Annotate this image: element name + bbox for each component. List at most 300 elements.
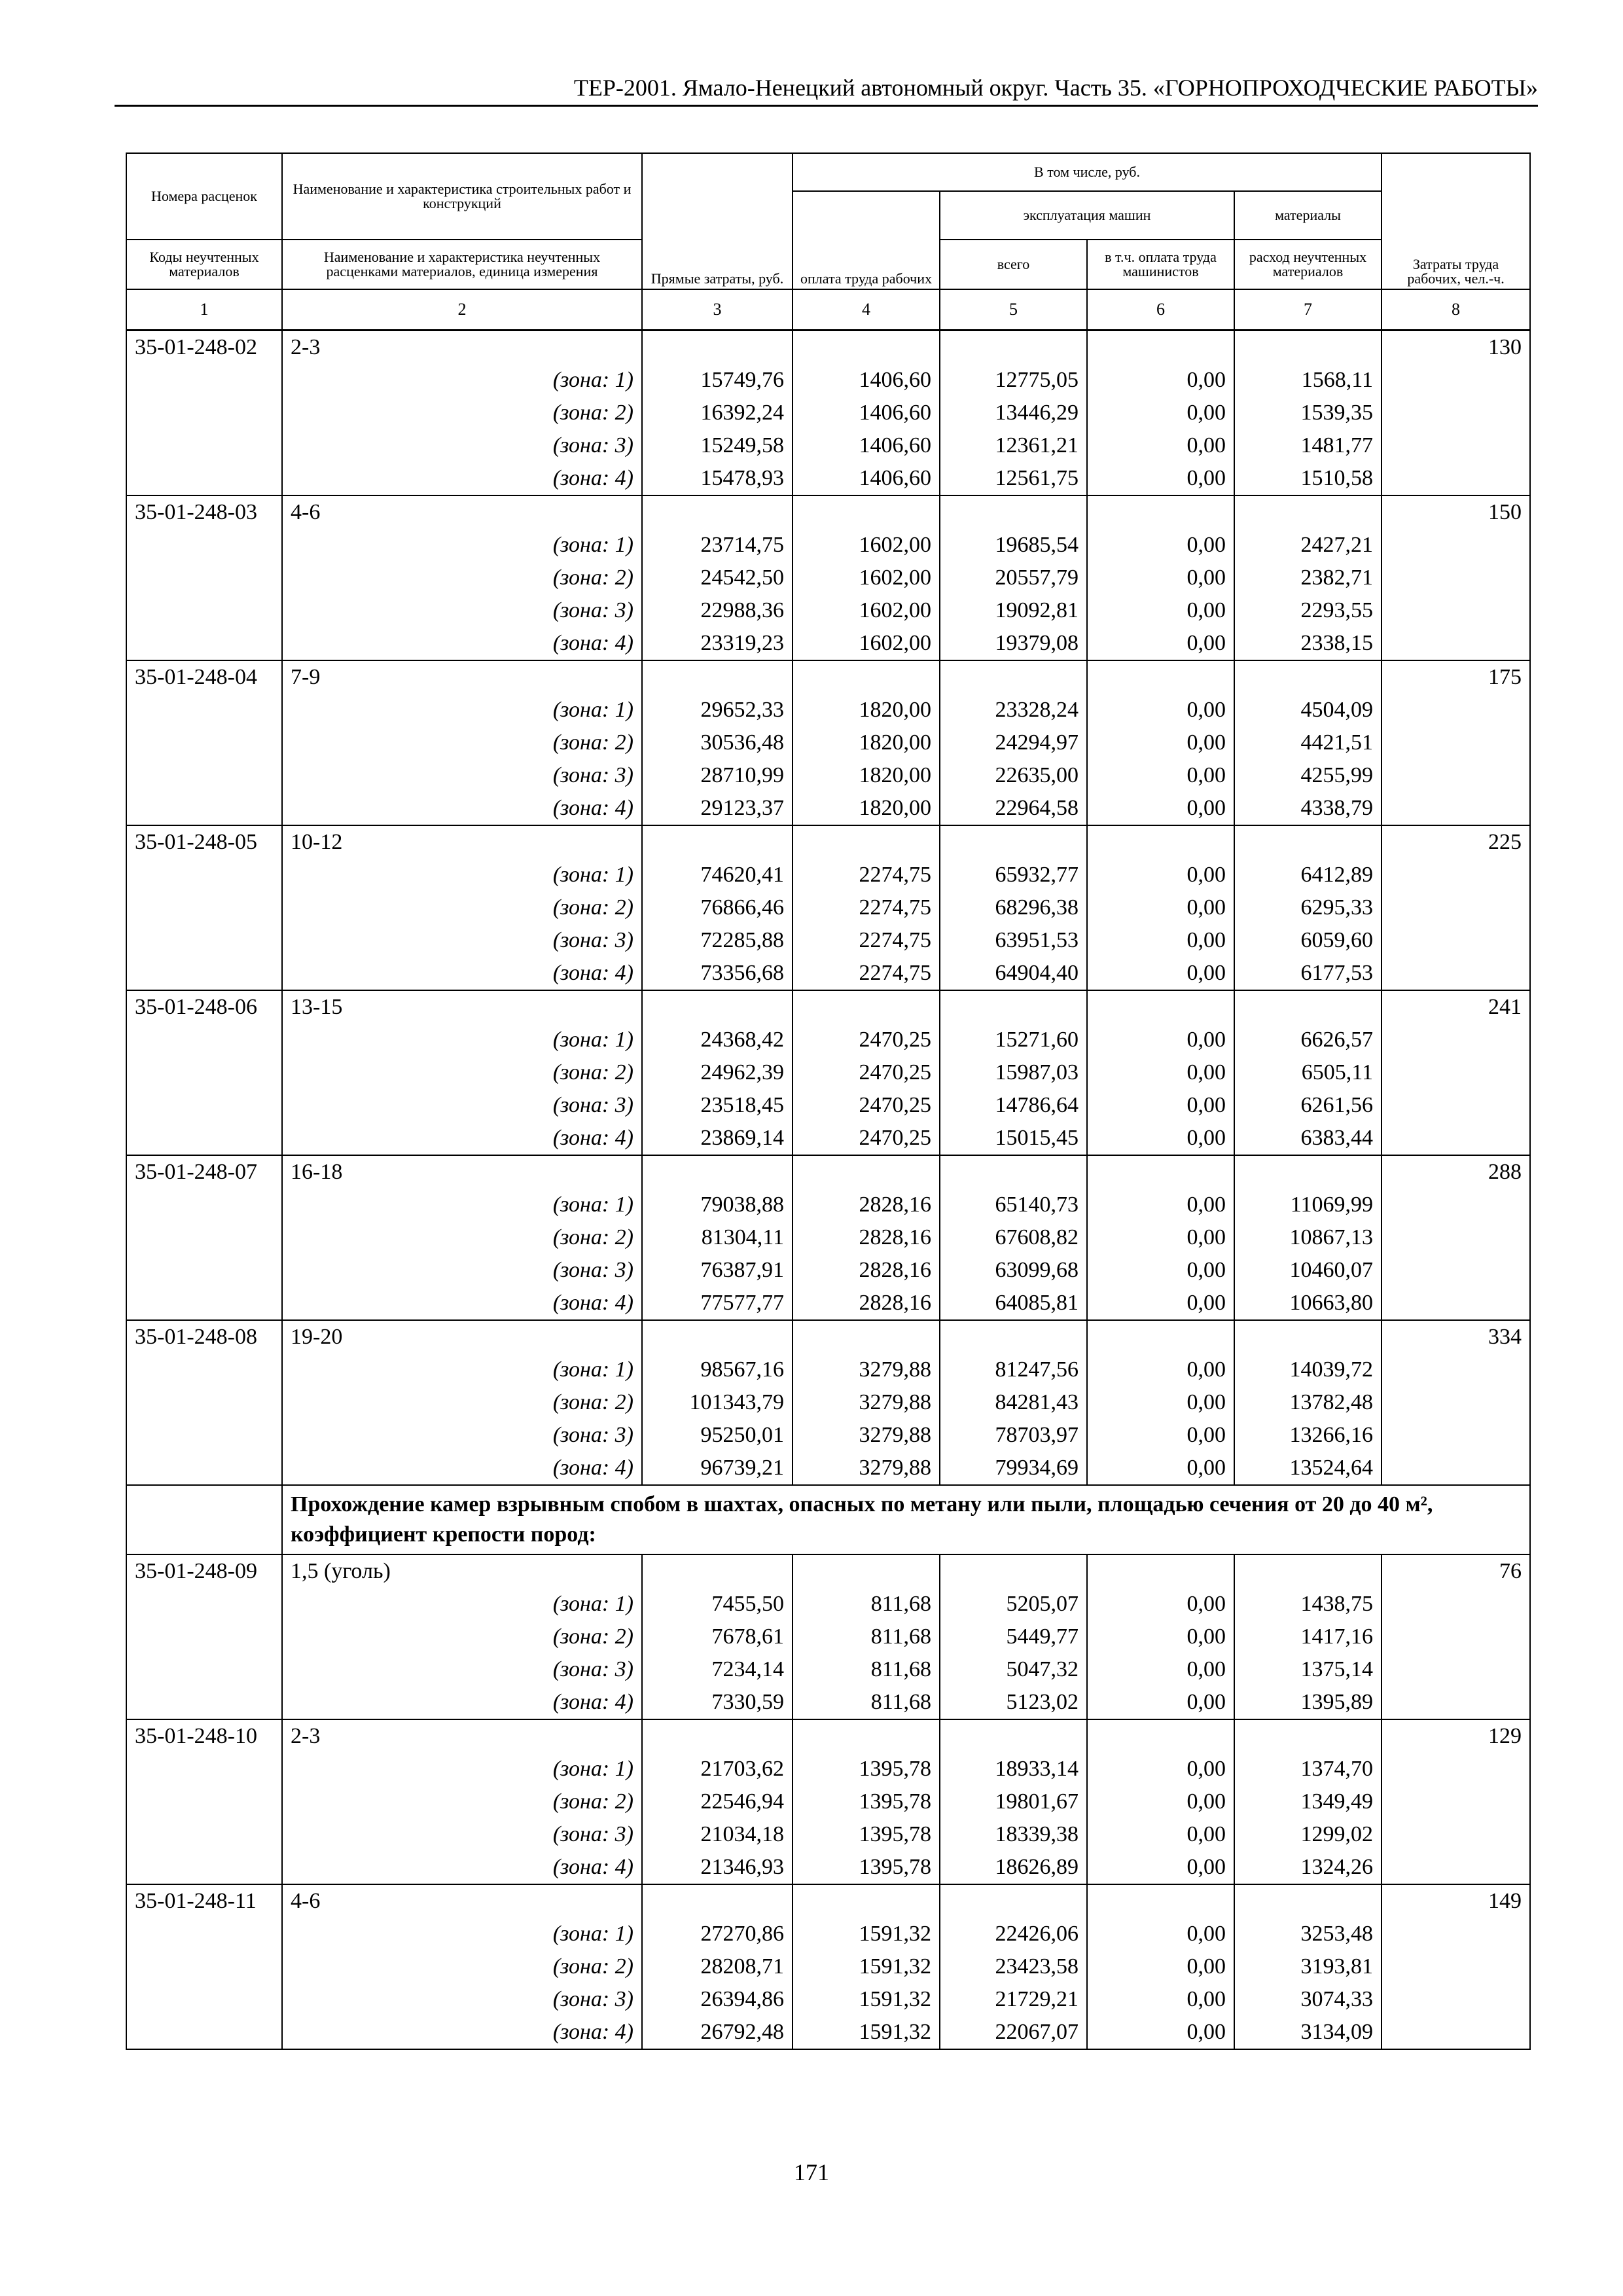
empty-cell xyxy=(1382,1419,1530,1452)
empty-cell xyxy=(1382,1122,1530,1155)
machinist-pay: 0,00 xyxy=(1087,1818,1234,1851)
empty-cell xyxy=(126,1254,282,1287)
empty-cell xyxy=(126,1785,282,1818)
empty-cell xyxy=(940,1719,1087,1753)
machine-total: 12775,05 xyxy=(940,364,1087,397)
materials-cost: 6626,57 xyxy=(1234,1024,1382,1056)
rate-name: 7-9 xyxy=(282,660,642,694)
empty-cell xyxy=(1382,1588,1530,1621)
zone-row xyxy=(126,1918,1530,1950)
empty-cell xyxy=(793,331,940,365)
materials-cost: 2293,55 xyxy=(1234,594,1382,627)
zone-label: (зона: 3) xyxy=(282,594,642,627)
col-number: 3 xyxy=(642,289,793,331)
machinist-pay: 0,00 xyxy=(1087,1918,1234,1950)
empty-cell xyxy=(126,429,282,462)
worker-pay: 3279,88 xyxy=(793,1354,940,1386)
zone-label: (зона: 3) xyxy=(282,1818,642,1851)
col-header-naim2: Наименование и характеристика неучтенных расценками материалов, единица измерения xyxy=(282,240,642,289)
labor-cost: 334 xyxy=(1382,1320,1530,1354)
empty-cell xyxy=(126,1024,282,1056)
materials-cost: 3134,09 xyxy=(1234,2016,1382,2049)
machinist-pay: 0,00 xyxy=(1087,1950,1234,1983)
rate-group-row xyxy=(126,990,1530,1024)
worker-pay: 1602,00 xyxy=(793,594,940,627)
rate-group-row xyxy=(126,1554,1530,1588)
zone-label: (зона: 2) xyxy=(282,1386,642,1419)
worker-pay: 1820,00 xyxy=(793,726,940,759)
zone-row xyxy=(126,957,1530,990)
rate-name: 4-6 xyxy=(282,1884,642,1918)
machine-total: 19379,08 xyxy=(940,627,1087,660)
empty-cell xyxy=(642,660,793,694)
rate-name: 10-12 xyxy=(282,825,642,859)
empty-cell xyxy=(1087,1554,1234,1588)
empty-cell xyxy=(793,825,940,859)
empty-cell xyxy=(1087,1155,1234,1189)
zone-label: (зона: 2) xyxy=(282,726,642,759)
materials-cost: 14039,72 xyxy=(1234,1354,1382,1386)
rate-group-row xyxy=(126,660,1530,694)
col-number: 1 xyxy=(126,289,282,331)
zone-row xyxy=(126,1686,1530,1719)
rate-name: 13-15 xyxy=(282,990,642,1024)
materials-cost: 4338,79 xyxy=(1234,792,1382,825)
zone-row xyxy=(126,462,1530,495)
empty-cell xyxy=(1234,331,1382,365)
direct-cost: 26394,86 xyxy=(642,1983,793,2016)
empty-cell xyxy=(1234,990,1382,1024)
machinist-pay: 0,00 xyxy=(1087,1024,1234,1056)
direct-cost: 30536,48 xyxy=(642,726,793,759)
direct-cost: 77577,77 xyxy=(642,1287,793,1320)
zone-label: (зона: 1) xyxy=(282,1753,642,1785)
col-header-vtch: в т.ч. оплата труда машинистов xyxy=(1087,240,1234,289)
empty-cell xyxy=(940,660,1087,694)
worker-pay: 1602,00 xyxy=(793,562,940,594)
rate-code: 35-01-248-06 xyxy=(126,990,282,1024)
empty-cell xyxy=(126,1452,282,1485)
worker-pay: 3279,88 xyxy=(793,1452,940,1485)
empty-cell xyxy=(940,495,1087,529)
materials-cost: 6261,56 xyxy=(1234,1089,1382,1122)
rate-group-row xyxy=(126,1719,1530,1753)
empty-cell xyxy=(940,990,1087,1024)
worker-pay: 2828,16 xyxy=(793,1189,940,1221)
empty-cell xyxy=(126,562,282,594)
direct-cost: 23714,75 xyxy=(642,529,793,562)
labor-cost: 225 xyxy=(1382,825,1530,859)
zone-label: (зона: 1) xyxy=(282,1918,642,1950)
empty-cell xyxy=(126,1686,282,1719)
empty-cell xyxy=(126,594,282,627)
empty-cell xyxy=(1382,1354,1530,1386)
direct-cost: 76866,46 xyxy=(642,891,793,924)
rate-group-row xyxy=(126,495,1530,529)
zone-label: (зона: 4) xyxy=(282,1452,642,1485)
machine-total: 21729,21 xyxy=(940,1983,1087,2016)
zone-row xyxy=(126,759,1530,792)
direct-cost: 7455,50 xyxy=(642,1588,793,1621)
machine-total: 22067,07 xyxy=(940,2016,1087,2049)
empty-cell xyxy=(126,1621,282,1653)
empty-cell xyxy=(1234,1719,1382,1753)
empty-cell xyxy=(126,1950,282,1983)
empty-cell xyxy=(126,1287,282,1320)
materials-cost: 1481,77 xyxy=(1234,429,1382,462)
machine-total: 5123,02 xyxy=(940,1686,1087,1719)
zone-row xyxy=(126,2016,1530,2049)
machine-total: 18339,38 xyxy=(940,1818,1087,1851)
worker-pay: 1395,78 xyxy=(793,1785,940,1818)
rate-name: 1,5 (уголь) xyxy=(282,1554,642,1588)
machinist-pay: 0,00 xyxy=(1087,1122,1234,1155)
col-number: 2 xyxy=(282,289,642,331)
zone-label: (зона: 2) xyxy=(282,1056,642,1089)
empty-cell xyxy=(1382,1089,1530,1122)
empty-cell xyxy=(940,825,1087,859)
empty-cell xyxy=(126,1419,282,1452)
zone-label: (зона: 3) xyxy=(282,1653,642,1686)
rate-code: 35-01-248-05 xyxy=(126,825,282,859)
labor-cost: 175 xyxy=(1382,660,1530,694)
worker-pay: 1602,00 xyxy=(793,627,940,660)
empty-cell xyxy=(126,924,282,957)
empty-cell xyxy=(793,990,940,1024)
machinist-pay: 0,00 xyxy=(1087,364,1234,397)
empty-cell xyxy=(1382,529,1530,562)
empty-cell xyxy=(1087,495,1234,529)
empty-cell xyxy=(1382,859,1530,891)
worker-pay: 2828,16 xyxy=(793,1221,940,1254)
direct-cost: 21034,18 xyxy=(642,1818,793,1851)
direct-cost: 23319,23 xyxy=(642,627,793,660)
worker-pay: 1406,60 xyxy=(793,364,940,397)
zone-row xyxy=(126,694,1530,726)
zone-row xyxy=(126,397,1530,429)
zone-row xyxy=(126,726,1530,759)
empty-cell xyxy=(1382,1189,1530,1221)
empty-cell xyxy=(1234,1554,1382,1588)
machine-total: 12561,75 xyxy=(940,462,1087,495)
empty-cell xyxy=(1087,1719,1234,1753)
machine-total: 18626,89 xyxy=(940,1851,1087,1884)
materials-cost: 1510,58 xyxy=(1234,462,1382,495)
empty-cell xyxy=(642,825,793,859)
labor-cost: 130 xyxy=(1382,331,1530,365)
zone-row xyxy=(126,1983,1530,2016)
machinist-pay: 0,00 xyxy=(1087,429,1234,462)
direct-cost: 24368,42 xyxy=(642,1024,793,1056)
machine-total: 22635,00 xyxy=(940,759,1087,792)
worker-pay: 1591,32 xyxy=(793,1983,940,2016)
zone-row xyxy=(126,1287,1530,1320)
machine-total: 65932,77 xyxy=(940,859,1087,891)
materials-cost: 13524,64 xyxy=(1234,1452,1382,1485)
direct-cost: 23869,14 xyxy=(642,1122,793,1155)
rate-name: 16-18 xyxy=(282,1155,642,1189)
machine-total: 22964,58 xyxy=(940,792,1087,825)
zone-row xyxy=(126,1122,1530,1155)
empty-cell xyxy=(126,859,282,891)
empty-cell xyxy=(1382,364,1530,397)
empty-cell xyxy=(126,1588,282,1621)
empty-cell xyxy=(126,1056,282,1089)
rate-name: 4-6 xyxy=(282,495,642,529)
empty-cell xyxy=(793,1320,940,1354)
machine-total: 64085,81 xyxy=(940,1287,1087,1320)
empty-cell xyxy=(642,1320,793,1354)
empty-cell xyxy=(1382,1851,1530,1884)
col-header-vsego: всего xyxy=(940,240,1087,289)
empty-cell xyxy=(1087,825,1234,859)
machinist-pay: 0,00 xyxy=(1087,1254,1234,1287)
materials-cost: 1438,75 xyxy=(1234,1588,1382,1621)
empty-cell xyxy=(642,1719,793,1753)
direct-cost: 28208,71 xyxy=(642,1950,793,1983)
col-number: 7 xyxy=(1234,289,1382,331)
zone-row xyxy=(126,1254,1530,1287)
zone-row xyxy=(126,364,1530,397)
machinist-pay: 0,00 xyxy=(1087,462,1234,495)
materials-cost: 4255,99 xyxy=(1234,759,1382,792)
empty-cell xyxy=(940,1320,1087,1354)
empty-cell xyxy=(642,495,793,529)
worker-pay: 2274,75 xyxy=(793,891,940,924)
materials-cost: 6295,33 xyxy=(1234,891,1382,924)
rate-name: 2-3 xyxy=(282,331,642,365)
empty-cell xyxy=(126,759,282,792)
zone-label: (зона: 1) xyxy=(282,694,642,726)
direct-cost: 15478,93 xyxy=(642,462,793,495)
materials-cost: 1324,26 xyxy=(1234,1851,1382,1884)
machine-total: 19801,67 xyxy=(940,1785,1087,1818)
rate-group-row xyxy=(126,1155,1530,1189)
worker-pay: 2274,75 xyxy=(793,924,940,957)
machine-total: 24294,97 xyxy=(940,726,1087,759)
rates-table xyxy=(126,152,1531,2050)
zone-label: (зона: 3) xyxy=(282,429,642,462)
direct-cost: 15249,58 xyxy=(642,429,793,462)
machinist-pay: 0,00 xyxy=(1087,1753,1234,1785)
zone-label: (зона: 2) xyxy=(282,891,642,924)
machine-total: 15987,03 xyxy=(940,1056,1087,1089)
zone-row xyxy=(126,429,1530,462)
worker-pay: 3279,88 xyxy=(793,1386,940,1419)
machinist-pay: 0,00 xyxy=(1087,694,1234,726)
machine-total: 67608,82 xyxy=(940,1221,1087,1254)
col-header-materialy: материалы xyxy=(1234,191,1382,240)
empty-cell xyxy=(1234,660,1382,694)
zone-row xyxy=(126,1221,1530,1254)
direct-cost: 22546,94 xyxy=(642,1785,793,1818)
empty-cell xyxy=(1382,2016,1530,2049)
direct-cost: 26792,48 xyxy=(642,2016,793,2049)
direct-cost: 27270,86 xyxy=(642,1918,793,1950)
empty-cell xyxy=(1382,1818,1530,1851)
materials-cost: 13782,48 xyxy=(1234,1386,1382,1419)
materials-cost: 2338,15 xyxy=(1234,627,1382,660)
materials-cost: 1374,70 xyxy=(1234,1753,1382,1785)
col-header-oplata: оплата труда рабочих xyxy=(793,191,940,289)
machine-total: 15015,45 xyxy=(940,1122,1087,1155)
zone-label: (зона: 4) xyxy=(282,462,642,495)
machine-total: 20557,79 xyxy=(940,562,1087,594)
empty-cell xyxy=(642,1884,793,1918)
direct-cost: 101343,79 xyxy=(642,1386,793,1419)
zone-label: (зона: 1) xyxy=(282,529,642,562)
materials-cost: 6059,60 xyxy=(1234,924,1382,957)
zone-row xyxy=(126,594,1530,627)
rate-code: 35-01-248-04 xyxy=(126,660,282,694)
worker-pay: 2470,25 xyxy=(793,1089,940,1122)
empty-cell xyxy=(126,1653,282,1686)
empty-cell xyxy=(1382,1918,1530,1950)
direct-cost: 21346,93 xyxy=(642,1851,793,1884)
worker-pay: 1591,32 xyxy=(793,2016,940,2049)
empty-cell xyxy=(126,1818,282,1851)
col-number: 4 xyxy=(793,289,940,331)
machine-total: 5205,07 xyxy=(940,1588,1087,1621)
empty-cell xyxy=(126,2016,282,2049)
worker-pay: 811,68 xyxy=(793,1653,940,1686)
empty-cell xyxy=(126,627,282,660)
empty-cell xyxy=(1382,759,1530,792)
materials-cost: 10460,07 xyxy=(1234,1254,1382,1287)
zone-label: (зона: 1) xyxy=(282,364,642,397)
empty-cell xyxy=(1087,1884,1234,1918)
worker-pay: 1395,78 xyxy=(793,1753,940,1785)
empty-cell xyxy=(1382,1983,1530,2016)
empty-cell xyxy=(126,957,282,990)
machinist-pay: 0,00 xyxy=(1087,1189,1234,1221)
table-body xyxy=(126,331,1530,2050)
col-number: 8 xyxy=(1382,289,1530,331)
zone-row xyxy=(126,1950,1530,1983)
direct-cost: 24962,39 xyxy=(642,1056,793,1089)
machine-total: 15271,60 xyxy=(940,1024,1087,1056)
empty-cell xyxy=(1382,429,1530,462)
materials-cost: 1539,35 xyxy=(1234,397,1382,429)
empty-cell xyxy=(1382,1024,1530,1056)
machinist-pay: 0,00 xyxy=(1087,627,1234,660)
rate-code: 35-01-248-11 xyxy=(126,1884,282,1918)
zone-label: (зона: 2) xyxy=(282,1221,642,1254)
worker-pay: 1820,00 xyxy=(793,792,940,825)
empty-cell xyxy=(642,990,793,1024)
machinist-pay: 0,00 xyxy=(1087,529,1234,562)
worker-pay: 1820,00 xyxy=(793,759,940,792)
empty-cell xyxy=(940,1884,1087,1918)
direct-cost: 16392,24 xyxy=(642,397,793,429)
materials-cost: 1299,02 xyxy=(1234,1818,1382,1851)
empty-cell xyxy=(1234,1155,1382,1189)
machine-total: 19685,54 xyxy=(940,529,1087,562)
zone-row xyxy=(126,1354,1530,1386)
zone-row xyxy=(126,627,1530,660)
machine-total: 63099,68 xyxy=(940,1254,1087,1287)
zone-row xyxy=(126,529,1530,562)
empty-cell xyxy=(1382,1287,1530,1320)
zone-label: (зона: 2) xyxy=(282,1950,642,1983)
materials-cost: 4421,51 xyxy=(1234,726,1382,759)
empty-cell xyxy=(793,660,940,694)
machine-total: 63951,53 xyxy=(940,924,1087,957)
zone-label: (зона: 2) xyxy=(282,562,642,594)
zone-label: (зона: 2) xyxy=(282,1621,642,1653)
machinist-pay: 0,00 xyxy=(1087,726,1234,759)
empty-cell xyxy=(126,1354,282,1386)
empty-cell xyxy=(1382,1386,1530,1419)
empty-cell xyxy=(1382,397,1530,429)
zone-label: (зона: 3) xyxy=(282,759,642,792)
empty-cell xyxy=(1234,1884,1382,1918)
direct-cost: 15749,76 xyxy=(642,364,793,397)
col-number: 5 xyxy=(940,289,1087,331)
worker-pay: 2274,75 xyxy=(793,859,940,891)
labor-cost: 76 xyxy=(1382,1554,1530,1588)
worker-pay: 1406,60 xyxy=(793,462,940,495)
empty-cell xyxy=(126,529,282,562)
section-heading-row xyxy=(126,1485,1530,1554)
worker-pay: 3279,88 xyxy=(793,1419,940,1452)
zone-row xyxy=(126,1818,1530,1851)
empty-cell xyxy=(940,1554,1087,1588)
empty-cell xyxy=(126,1122,282,1155)
empty-cell xyxy=(126,364,282,397)
direct-cost: 29652,33 xyxy=(642,694,793,726)
labor-cost: 241 xyxy=(1382,990,1530,1024)
empty-cell xyxy=(1382,924,1530,957)
zone-row xyxy=(126,1785,1530,1818)
direct-cost: 72285,88 xyxy=(642,924,793,957)
labor-cost: 129 xyxy=(1382,1719,1530,1753)
materials-cost: 1375,14 xyxy=(1234,1653,1382,1686)
materials-cost: 3074,33 xyxy=(1234,1983,1382,2016)
empty-cell xyxy=(1382,694,1530,726)
empty-cell xyxy=(1382,957,1530,990)
machinist-pay: 0,00 xyxy=(1087,1386,1234,1419)
direct-cost: 98567,16 xyxy=(642,1354,793,1386)
direct-cost: 81304,11 xyxy=(642,1221,793,1254)
materials-cost: 3253,48 xyxy=(1234,1918,1382,1950)
materials-cost: 2427,21 xyxy=(1234,529,1382,562)
empty-cell xyxy=(1382,1950,1530,1983)
zone-label: (зона: 1) xyxy=(282,1024,642,1056)
worker-pay: 811,68 xyxy=(793,1621,940,1653)
zone-label: (зона: 4) xyxy=(282,1287,642,1320)
worker-pay: 2470,25 xyxy=(793,1056,940,1089)
rate-code: 35-01-248-09 xyxy=(126,1554,282,1588)
machine-total: 18933,14 xyxy=(940,1753,1087,1785)
empty-cell xyxy=(1382,1452,1530,1485)
machine-total: 78703,97 xyxy=(940,1419,1087,1452)
empty-cell xyxy=(126,1918,282,1950)
zone-row xyxy=(126,891,1530,924)
zone-label: (зона: 4) xyxy=(282,2016,642,2049)
worker-pay: 2828,16 xyxy=(793,1254,940,1287)
zone-label: (зона: 1) xyxy=(282,859,642,891)
page-number: 171 xyxy=(794,2159,829,2185)
empty-cell xyxy=(126,726,282,759)
empty-cell xyxy=(793,1155,940,1189)
direct-cost: 76387,91 xyxy=(642,1254,793,1287)
section-heading: Прохождение камер взрывным спобом в шахтах, опасных по метану или пыли, площадью сечения от 20 до 40 м², коэффициент крепости пород: xyxy=(282,1485,1530,1554)
machine-total: 79934,69 xyxy=(940,1452,1087,1485)
machinist-pay: 0,00 xyxy=(1087,1221,1234,1254)
machinist-pay: 0,00 xyxy=(1087,397,1234,429)
section-empty-cell xyxy=(126,1485,282,1554)
